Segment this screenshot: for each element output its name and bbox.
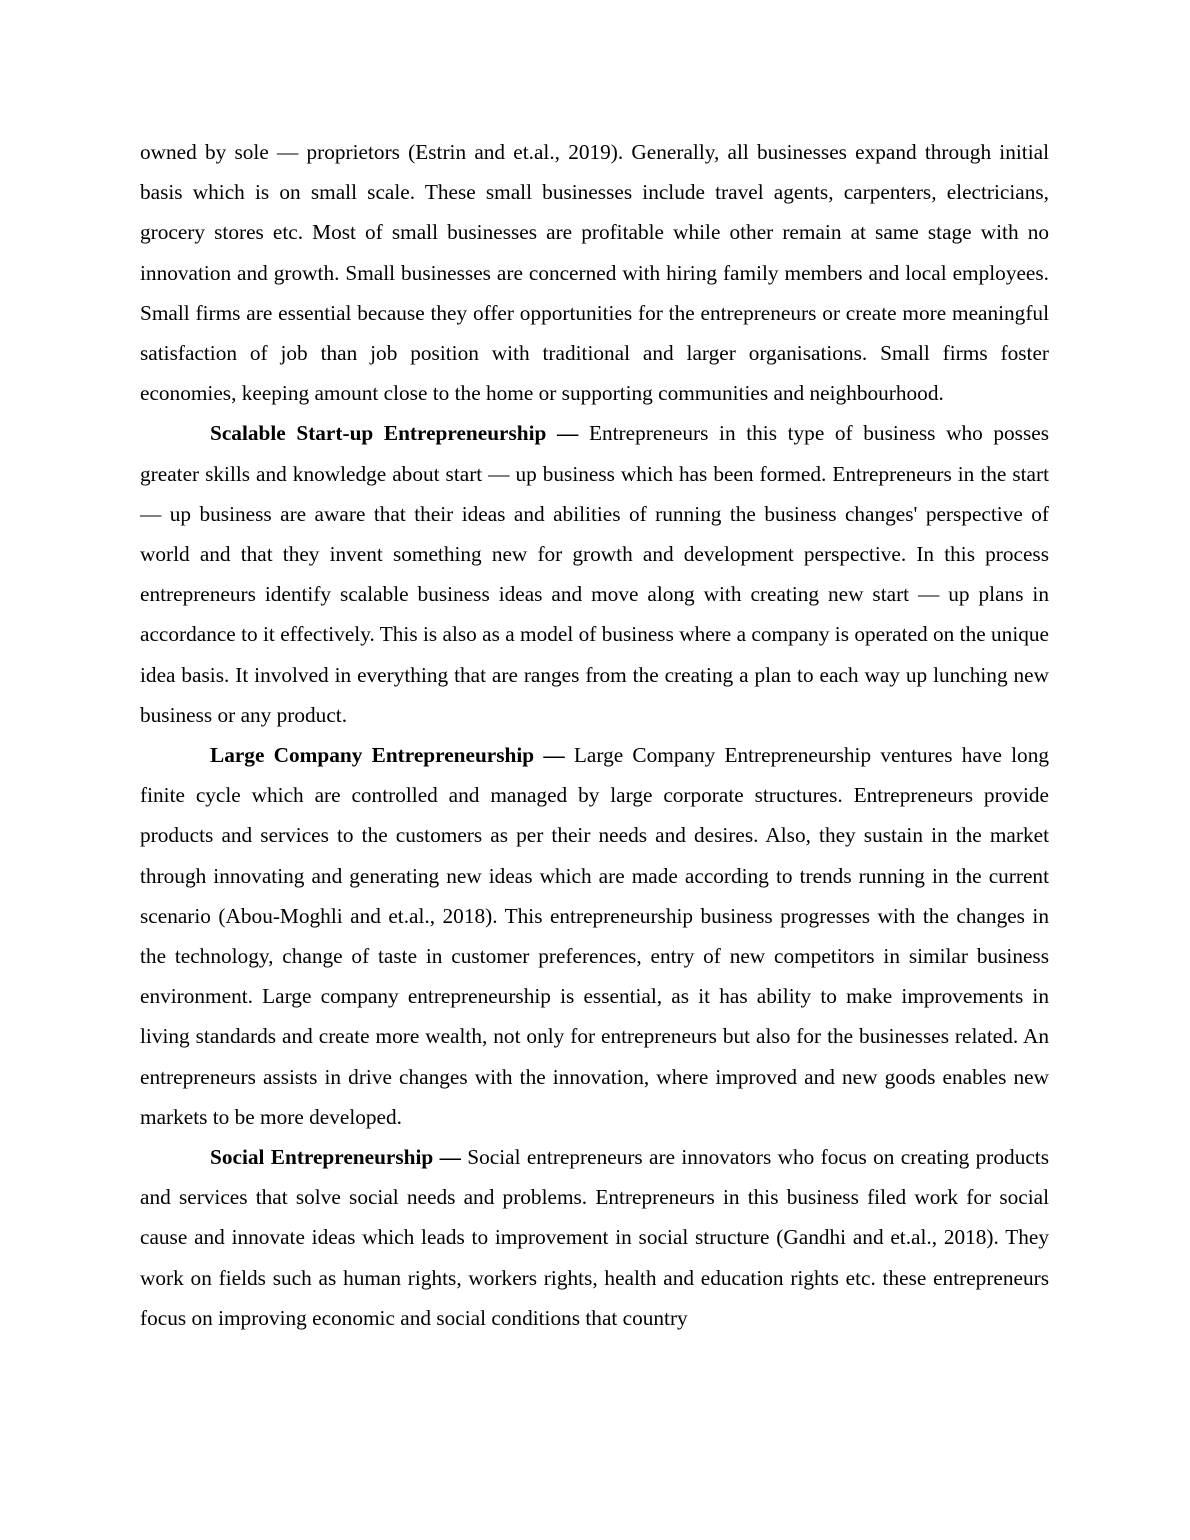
paragraph-text: Social entrepreneurs are innovators who focus on creating products and services that solve social needs and problems. Entrepreneurs in this business filed work for social cause and innovate ideas which leads to improvement in social structure (Gandhi and et.al., 2018). They work on fields such as human rights, workers rights, health and education rights etc. these entrepreneurs focus on improving economic and social conditions that country bbox=[140, 1145, 1050, 1330]
paragraph-heading: Large Company Entrepreneurship — bbox=[210, 743, 565, 768]
paragraph-scalable-startup bbox=[140, 413, 1049, 735]
paragraph-large-company bbox=[140, 735, 1049, 1137]
document-page bbox=[140, 132, 1049, 1338]
paragraph-text: owned by sole — proprietors (Estrin and et.al., 2019). Generally, all businesses expand through initial basis which is on small scale. These small businesses include travel agents, carpenters, electricians, grocery stores etc. Most of small businesses are profitable while other remain at same stage with no innovation and growth. Small businesses are concerned with hiring family members and local employees. Small firms are essential because they offer opportunities for the entrepreneurs or create more meaningful satisfaction of job than job position with traditional and larger organisations. Small firms foster economies, keeping amount close to the home or supporting communities and neighbourhood. bbox=[140, 140, 1049, 406]
paragraph-text: Entrepreneurs in this type of business who posses greater skills and knowledge about start — up business which has been formed. Entrepreneurs in the start — up business are aware that their ideas and abilities of running the business changes' perspective of world and that they invent something new for growth and development perspective. In this process entrepreneurs identify scalable business ideas and move along with creating new start — up plans in accordance to it effectively. This is also as a model of business where a company is operated on the unique idea basis. It involved in everything that are ranges from the creating a plan to each way up lunching new business or any product. bbox=[140, 421, 1049, 727]
paragraph-heading: Scalable Start-up Entrepreneurship — bbox=[210, 421, 579, 446]
paragraph-heading: Social Entrepreneurship — bbox=[210, 1145, 461, 1170]
paragraph-social bbox=[140, 1137, 1049, 1338]
paragraph-text: Large Company Entrepreneurship ventures have long finite cycle which are controlled and managed by large corporate structures. Entrepreneurs provide products and services to the customers as per their needs and desires. Also, they sustain in the market through innovating and generating new ideas which are made according to trends running in the current scenario (Abou-Moghli and et.al., 2018). This entrepreneurship business progresses with the changes in the technology, change of taste in customer preferences, entry of new competitors in similar business environment. Large company entrepreneurship is essential, as it has ability to make improvements in living standards and create more wealth, not only for entrepreneurs but also for the businesses related. An entrepreneurs assists in drive changes with the innovation, where improved and new goods enables new markets to be more developed. bbox=[140, 743, 1049, 1129]
paragraph-small-business bbox=[140, 132, 1049, 413]
